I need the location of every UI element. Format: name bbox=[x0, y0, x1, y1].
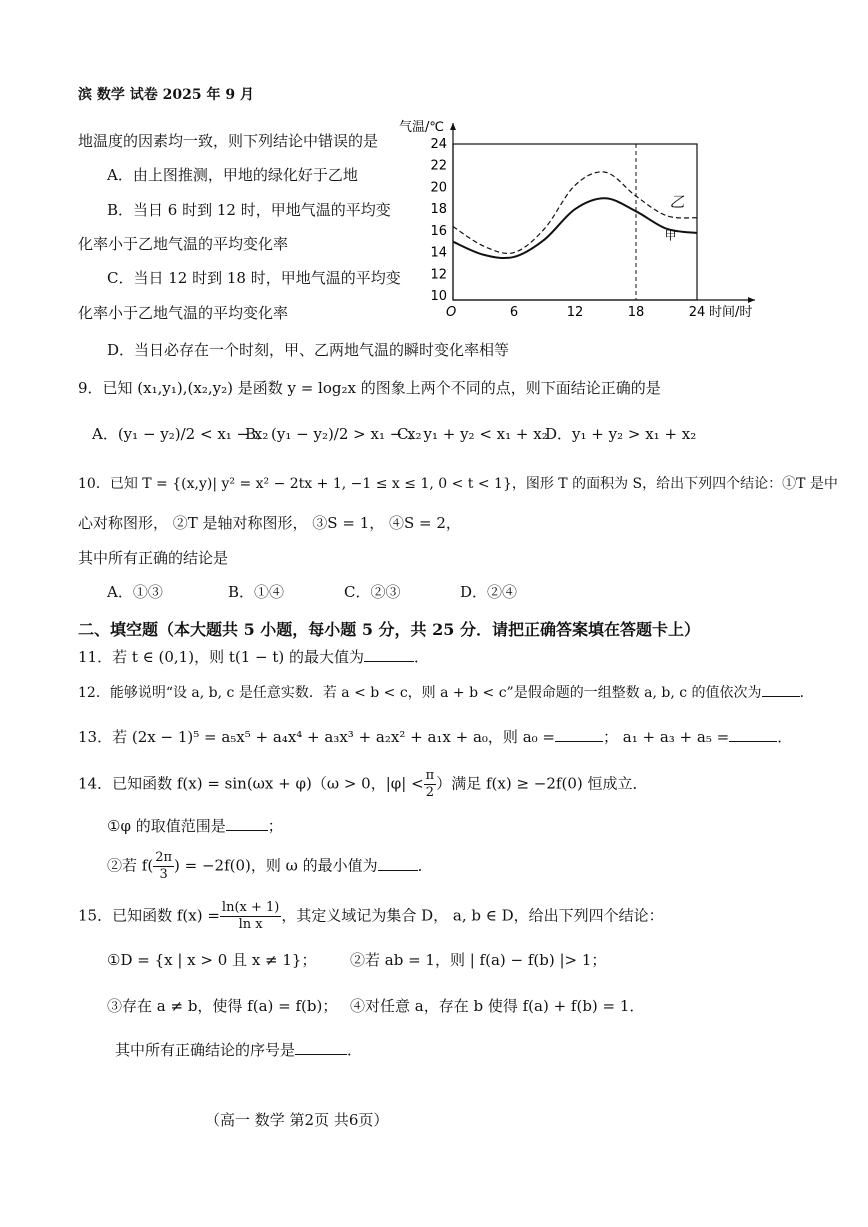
q15-fraction bbox=[220, 900, 281, 933]
q12 bbox=[78, 682, 814, 703]
q8-option-b-line2: 化率小于乙地气温的平均变化率 bbox=[78, 235, 289, 253]
y-tick-label: 18 bbox=[430, 202, 447, 218]
y-tick-label: 22 bbox=[430, 158, 447, 174]
q13 bbox=[78, 727, 792, 747]
y-axis-arrow bbox=[450, 123, 456, 130]
q9-option-d: D．y₁ + y₂ > x₁ + x₂ bbox=[545, 425, 697, 443]
temperature-chart bbox=[395, 115, 785, 330]
q8-intro: 地温度的因素均一致，则下列结论中错误的是 bbox=[78, 132, 379, 150]
q14-part2-end: ． bbox=[417, 856, 433, 875]
q14-part2-text-b: ) = −2f(0)，则 ω 的最小值为 bbox=[174, 856, 378, 875]
q10-option-d: D．②④ bbox=[460, 583, 518, 601]
q15-conclusion-4: ④对任意 a，存在 b 使得 f(a) + f(b) = 1． bbox=[350, 997, 645, 1015]
q13-text: 13．若 (2x − 1)⁵ = a₅x⁵ + a₄x⁴ + a₃x³ + a₂x² + a₁x + a₀，则 a₀ = bbox=[78, 728, 555, 746]
series-label-jia: 甲 bbox=[664, 228, 677, 243]
q8-option-c-line1: C．当日 12 时到 18 时，甲地气温的平均变 bbox=[107, 269, 401, 287]
q9-option-c: C．y₁ + y₂ < x₁ + x₂ bbox=[397, 425, 548, 443]
fraction-numerator: π bbox=[425, 768, 435, 783]
q13-sum-blank[interactable] bbox=[729, 727, 777, 742]
x-tick-label: 12 bbox=[566, 305, 584, 320]
q14-stem-b: ）满足 f(x) ≥ −2f(0) 恒成立． bbox=[436, 774, 648, 793]
y-axis-label: 气温/℃ bbox=[399, 120, 444, 135]
pi-over-2-fraction bbox=[424, 768, 437, 801]
fraction-denominator: ln x bbox=[238, 917, 263, 932]
q14-part2-text-a: ②若 f( bbox=[107, 856, 154, 875]
q14-part1 bbox=[107, 816, 283, 836]
q9-option-b: B．(y₁ − y₂)/2 > x₁ − x₂ bbox=[245, 425, 422, 443]
q15-conclusion-3: ③存在 a ≠ b，使得 f(a) = f(b)； bbox=[107, 997, 338, 1015]
q14-stem-a: 14．已知函数 f(x) = sin(ωx + φ)（ω > 0，|φ| < bbox=[78, 774, 424, 793]
y-tick-label: 14 bbox=[430, 245, 447, 261]
page-header: 滨 数学 试卷 2025 年 9 月 bbox=[78, 87, 254, 103]
plot-frame bbox=[453, 144, 697, 300]
page-footer: （高一 数学 第2页 共6页） bbox=[205, 1111, 389, 1129]
q14-part2 bbox=[107, 850, 433, 883]
q13-a0-blank[interactable] bbox=[555, 727, 603, 742]
q11 bbox=[78, 647, 429, 667]
q11-end: ． bbox=[414, 648, 430, 666]
q10-option-b: B．①④ bbox=[228, 583, 285, 601]
x-tick-label: 24 bbox=[688, 305, 706, 320]
q10-stem-line3: 其中所有正确的结论是 bbox=[78, 549, 229, 567]
series-label-yi: 乙 bbox=[669, 192, 685, 211]
q15-ask bbox=[115, 1040, 362, 1060]
y-tick-label: 16 bbox=[430, 223, 447, 239]
q15-answer-blank[interactable] bbox=[295, 1040, 347, 1055]
q15-stem-a: 15．已知函数 f(x) = bbox=[78, 906, 220, 925]
y-tick-label: 20 bbox=[430, 180, 447, 196]
q15-conclusion-1: ①D = {x | x > 0 且 x ≠ 1}； bbox=[107, 951, 317, 969]
q13-mid: ； a₁ + a₃ + a₅ = bbox=[603, 728, 730, 746]
section-2-title: 二、填空题（本大题共 5 小题，每小题 5 分，共 25 分．请把正确答案填在答题卡上） bbox=[78, 620, 700, 639]
q14-part1-text: ①φ 的取值范围是 bbox=[107, 817, 226, 835]
y-tick-label: 12 bbox=[430, 267, 447, 283]
q15-conclusion-2: ②若 ab = 1，则 | f(a) − f(b) |> 1； bbox=[350, 951, 607, 969]
q8-option-d: D．当日必存在一个时刻，甲、乙两地气温的瞬时变化率相等 bbox=[107, 341, 510, 359]
series-yi-line bbox=[453, 172, 697, 254]
q9-option-a: A．(y₁ − y₂)/2 < x₁ − x₂ bbox=[92, 425, 269, 443]
origin-label: O bbox=[446, 305, 457, 320]
fraction-denominator: 3 bbox=[159, 867, 168, 882]
q14-part1-blank[interactable] bbox=[226, 816, 268, 831]
q10-option-c: C．②③ bbox=[344, 583, 401, 601]
q8-option-c-line2: 化率小于乙地气温的平均变化率 bbox=[78, 304, 289, 322]
q15-ask-text: 其中所有正确结论的序号是 bbox=[115, 1041, 296, 1059]
q14-part1-end: ； bbox=[267, 817, 283, 835]
q8-option-a: A．由上图推测，甲地的绿化好于乙地 bbox=[107, 166, 358, 184]
q11-answer-blank[interactable] bbox=[364, 647, 414, 662]
fraction-denominator: 2 bbox=[425, 785, 435, 800]
q12-text: 12．能够说明“设 a, b, c 是任意实数．若 a < b < c，则 a + b < c”是假命题的一组整数 a, b, c 的值依次为 bbox=[78, 685, 762, 701]
q9-stem: 9．已知 (x₁,y₁),(x₂,y₂) 是函数 y = log₂x 的图象上两个不同的点，则下面结论正确的是 bbox=[78, 379, 661, 397]
q13-end: ． bbox=[777, 728, 793, 746]
two-pi-over-3-fraction bbox=[153, 850, 174, 883]
q15-stem bbox=[78, 900, 664, 933]
q8-option-b-line1: B．当日 6 时到 12 时，甲地气温的平均变 bbox=[107, 201, 391, 219]
q10-stem-line1: 10．已知 T = {(x,y)| y² = x² − 2tx + 1, −1 ≤ x ≤ 1, 0 < t < 1}，图形 T 的面积为 S，给出下列四个结论：①T 是中 bbox=[78, 476, 838, 492]
x-tick-label: 18 bbox=[627, 305, 645, 320]
x-axis-label: 时间/时 bbox=[709, 305, 753, 320]
q11-text: 11．若 t ∈ (0,1)，则 t(1 − t) 的最大值为 bbox=[78, 648, 365, 666]
x-tick-label: 6 bbox=[509, 305, 519, 320]
fraction-numerator: 2π bbox=[155, 850, 173, 865]
q14-stem bbox=[78, 768, 648, 801]
y-tick-label: 10 bbox=[430, 289, 447, 304]
fraction-numerator: ln(x + 1) bbox=[221, 900, 280, 915]
q12-answer-blank[interactable] bbox=[762, 682, 800, 697]
q14-part2-blank[interactable] bbox=[378, 856, 418, 871]
q10-option-a: A．①③ bbox=[107, 583, 163, 601]
q15-ask-end: ． bbox=[347, 1041, 363, 1059]
q15-stem-b: ，其定义域记为集合 D， a, b ∈ D，给出下列四个结论： bbox=[281, 906, 664, 925]
x-axis-arrow bbox=[748, 297, 755, 303]
q10-stem-line2: 心对称图形， ②T 是轴对称图形， ③S = 1， ④S = 2， bbox=[78, 514, 461, 532]
q12-end: ． bbox=[799, 685, 814, 701]
y-tick-label: 24 bbox=[430, 137, 447, 152]
